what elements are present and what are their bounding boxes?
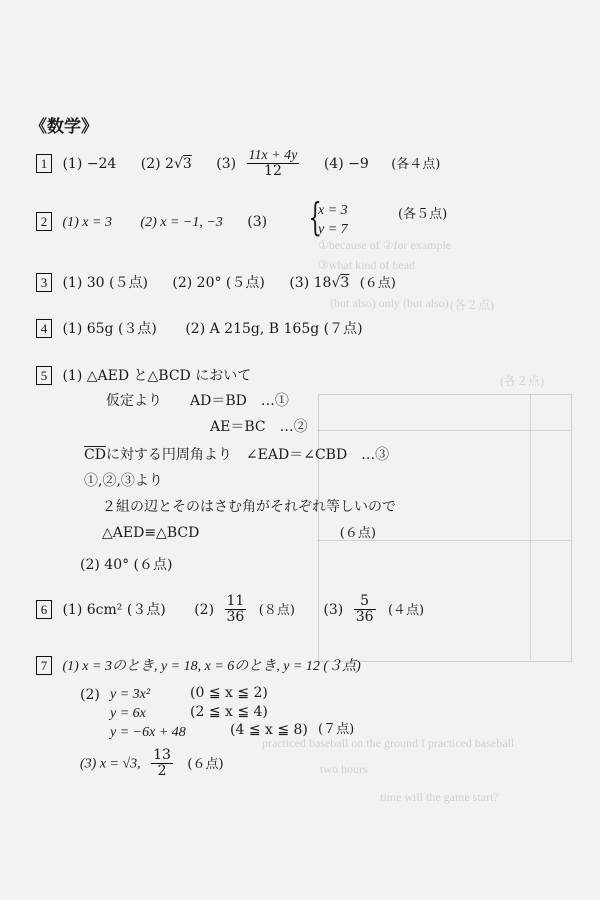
q6-answer-2-points: (８点) (258, 602, 295, 618)
q7-line-1: (1) x = 3のとき, y = 18, x = 6のとき, y = 12 (３点) (62, 658, 361, 674)
q2-answer-3-line-1: x = 3 (318, 203, 348, 218)
q2-answer-3-label: (3) (247, 213, 268, 230)
bleed-text-4: (各２点) (450, 298, 494, 312)
q7-answer-3-points: (６点) (187, 756, 224, 772)
q5-line-7 (102, 524, 376, 543)
q5-line-5: ①,②,③より (84, 473, 163, 489)
question-5-number: 5 (36, 366, 52, 385)
bleed-text-1: ①because of ②for example (318, 238, 452, 252)
q5-line-4 (84, 446, 389, 464)
bleed-text-5: (各２点) (500, 374, 544, 388)
q5-line-4-rest: に対する円周角より ∠EAD＝∠CBD …③ (105, 447, 390, 463)
bleed-text-2: ③what kind of head (318, 258, 416, 272)
q3-answer-3: (3) 18√3 (289, 274, 350, 291)
q2-answer-3-line-2: y = 7 (318, 222, 348, 237)
q5-conclusion: △AED≡△BCD (102, 525, 200, 541)
q7-range-2: (2 ≦ x ≦ 4) (190, 704, 268, 720)
q5-arc-cd: $\overline{CD}$ (84, 447, 106, 463)
q7-answer-3-label: (3) x = √3, (80, 756, 141, 772)
question-7 (36, 656, 361, 676)
q7-answer-3-denominator: 2 (157, 763, 167, 779)
q6-answer-3-denominator: 36 (355, 609, 374, 625)
q5-line-1: (1) △AED と△BCD において (62, 367, 252, 384)
q4-answer-1: (1) 65g (３点) (62, 320, 157, 337)
q7-equation-1: y = 3x² (110, 687, 151, 702)
q2-points: (各５点) (398, 207, 448, 222)
q6-answer-3-fraction (354, 594, 376, 625)
q7-answer-2-points: (７点) (318, 722, 355, 737)
question-1-number: 1 (36, 154, 52, 173)
q5-line-8: (2) 40° (６点) (80, 557, 173, 573)
q1-answer-1: (1) −24 (62, 155, 117, 172)
question-2 (36, 212, 267, 232)
q5-conclusion-points: (６点) (339, 526, 376, 541)
q3-answer-2: (2) 20° (５点) (172, 274, 265, 291)
question-3-number: 3 (36, 273, 52, 292)
q2-answer-1: (1) x = 3 (62, 214, 112, 230)
q7-answer-3-numerator: 13 (153, 747, 171, 763)
q7-answer-3 (80, 748, 224, 779)
q7-range-3: (4 ≦ x ≦ 8) (230, 722, 308, 738)
q7-equation-2: y = 6x (110, 706, 146, 721)
page-title: 《数学》 (30, 117, 98, 137)
question-2-number: 2 (36, 212, 52, 231)
q3-answer-3-points: (６点) (359, 275, 396, 291)
q5-line-3: AE＝BC …② (210, 419, 308, 435)
q7-equation-3: y = −6x + 48 (110, 725, 186, 740)
question-4 (36, 319, 363, 338)
question-3 (36, 273, 396, 293)
q1-answer-2-root: 3 (182, 155, 192, 172)
q6-answer-2-fraction (225, 594, 247, 625)
q1-answer-3-numerator: 11x + 4y (248, 148, 298, 163)
q5-line-6: ２組の辺とそのはさむ角がそれぞれ等しいので (102, 499, 396, 515)
question-5 (36, 366, 251, 385)
q6-answer-2-denominator: 36 (226, 609, 245, 625)
bleed-text-3: (but also) only (but also) (330, 296, 449, 310)
question-4-number: 4 (36, 319, 52, 338)
q5-line-2: 仮定より AD＝BD …① (106, 393, 289, 409)
question-7-number: 7 (36, 656, 52, 675)
q1-answer-3-fraction (247, 148, 300, 179)
q7-answer-2-label: (2) (80, 687, 100, 703)
q6-answer-2-label: (2) (194, 601, 215, 618)
q1-answer-4: (4) −9 (323, 155, 369, 172)
question-6-number: 6 (36, 600, 52, 619)
q1-answer-3-denominator: 12 (264, 163, 282, 179)
q1-answer-2: (2) 2√3 (140, 155, 192, 172)
bleed-table-col (530, 394, 531, 660)
q7-range-1: (0 ≦ x ≦ 2) (190, 685, 268, 701)
bleed-text-6: practiced baseball on the ground I practiced baseball (262, 736, 515, 750)
q3-answer-1: (1) 30 (５点) (62, 274, 148, 291)
question-6 (36, 594, 424, 625)
q7-answer-3-fraction (151, 748, 173, 779)
q2-answer-2: (2) x = −1, −3 (140, 214, 223, 230)
q6-answer-2-numerator: 11 (226, 593, 245, 609)
q1-points: (各４点) (391, 156, 441, 172)
q4-answer-2: (2) A 215g, B 165g (７点) (185, 320, 363, 337)
q1-answer-3-label: (3) (216, 155, 237, 172)
q6-answer-1: (1) 6cm² (３点) (62, 601, 166, 618)
question-1 (36, 148, 440, 179)
q6-answer-3-label: (3) (323, 601, 344, 618)
q1-answer-2-label: (2) 2 (140, 155, 174, 172)
bleed-table-row (318, 430, 570, 431)
bleed-text-8: time will the game start? (380, 790, 499, 804)
q6-answer-3-points: (４点) (387, 602, 425, 618)
q2-answer-3-brace: { (308, 195, 322, 239)
q6-answer-3-numerator: 5 (354, 594, 376, 610)
q3-answer-3-label: (3) 18 (289, 274, 332, 291)
q3-answer-3-root: 3 (340, 274, 350, 291)
bleed-text-7: two hours (320, 762, 368, 776)
